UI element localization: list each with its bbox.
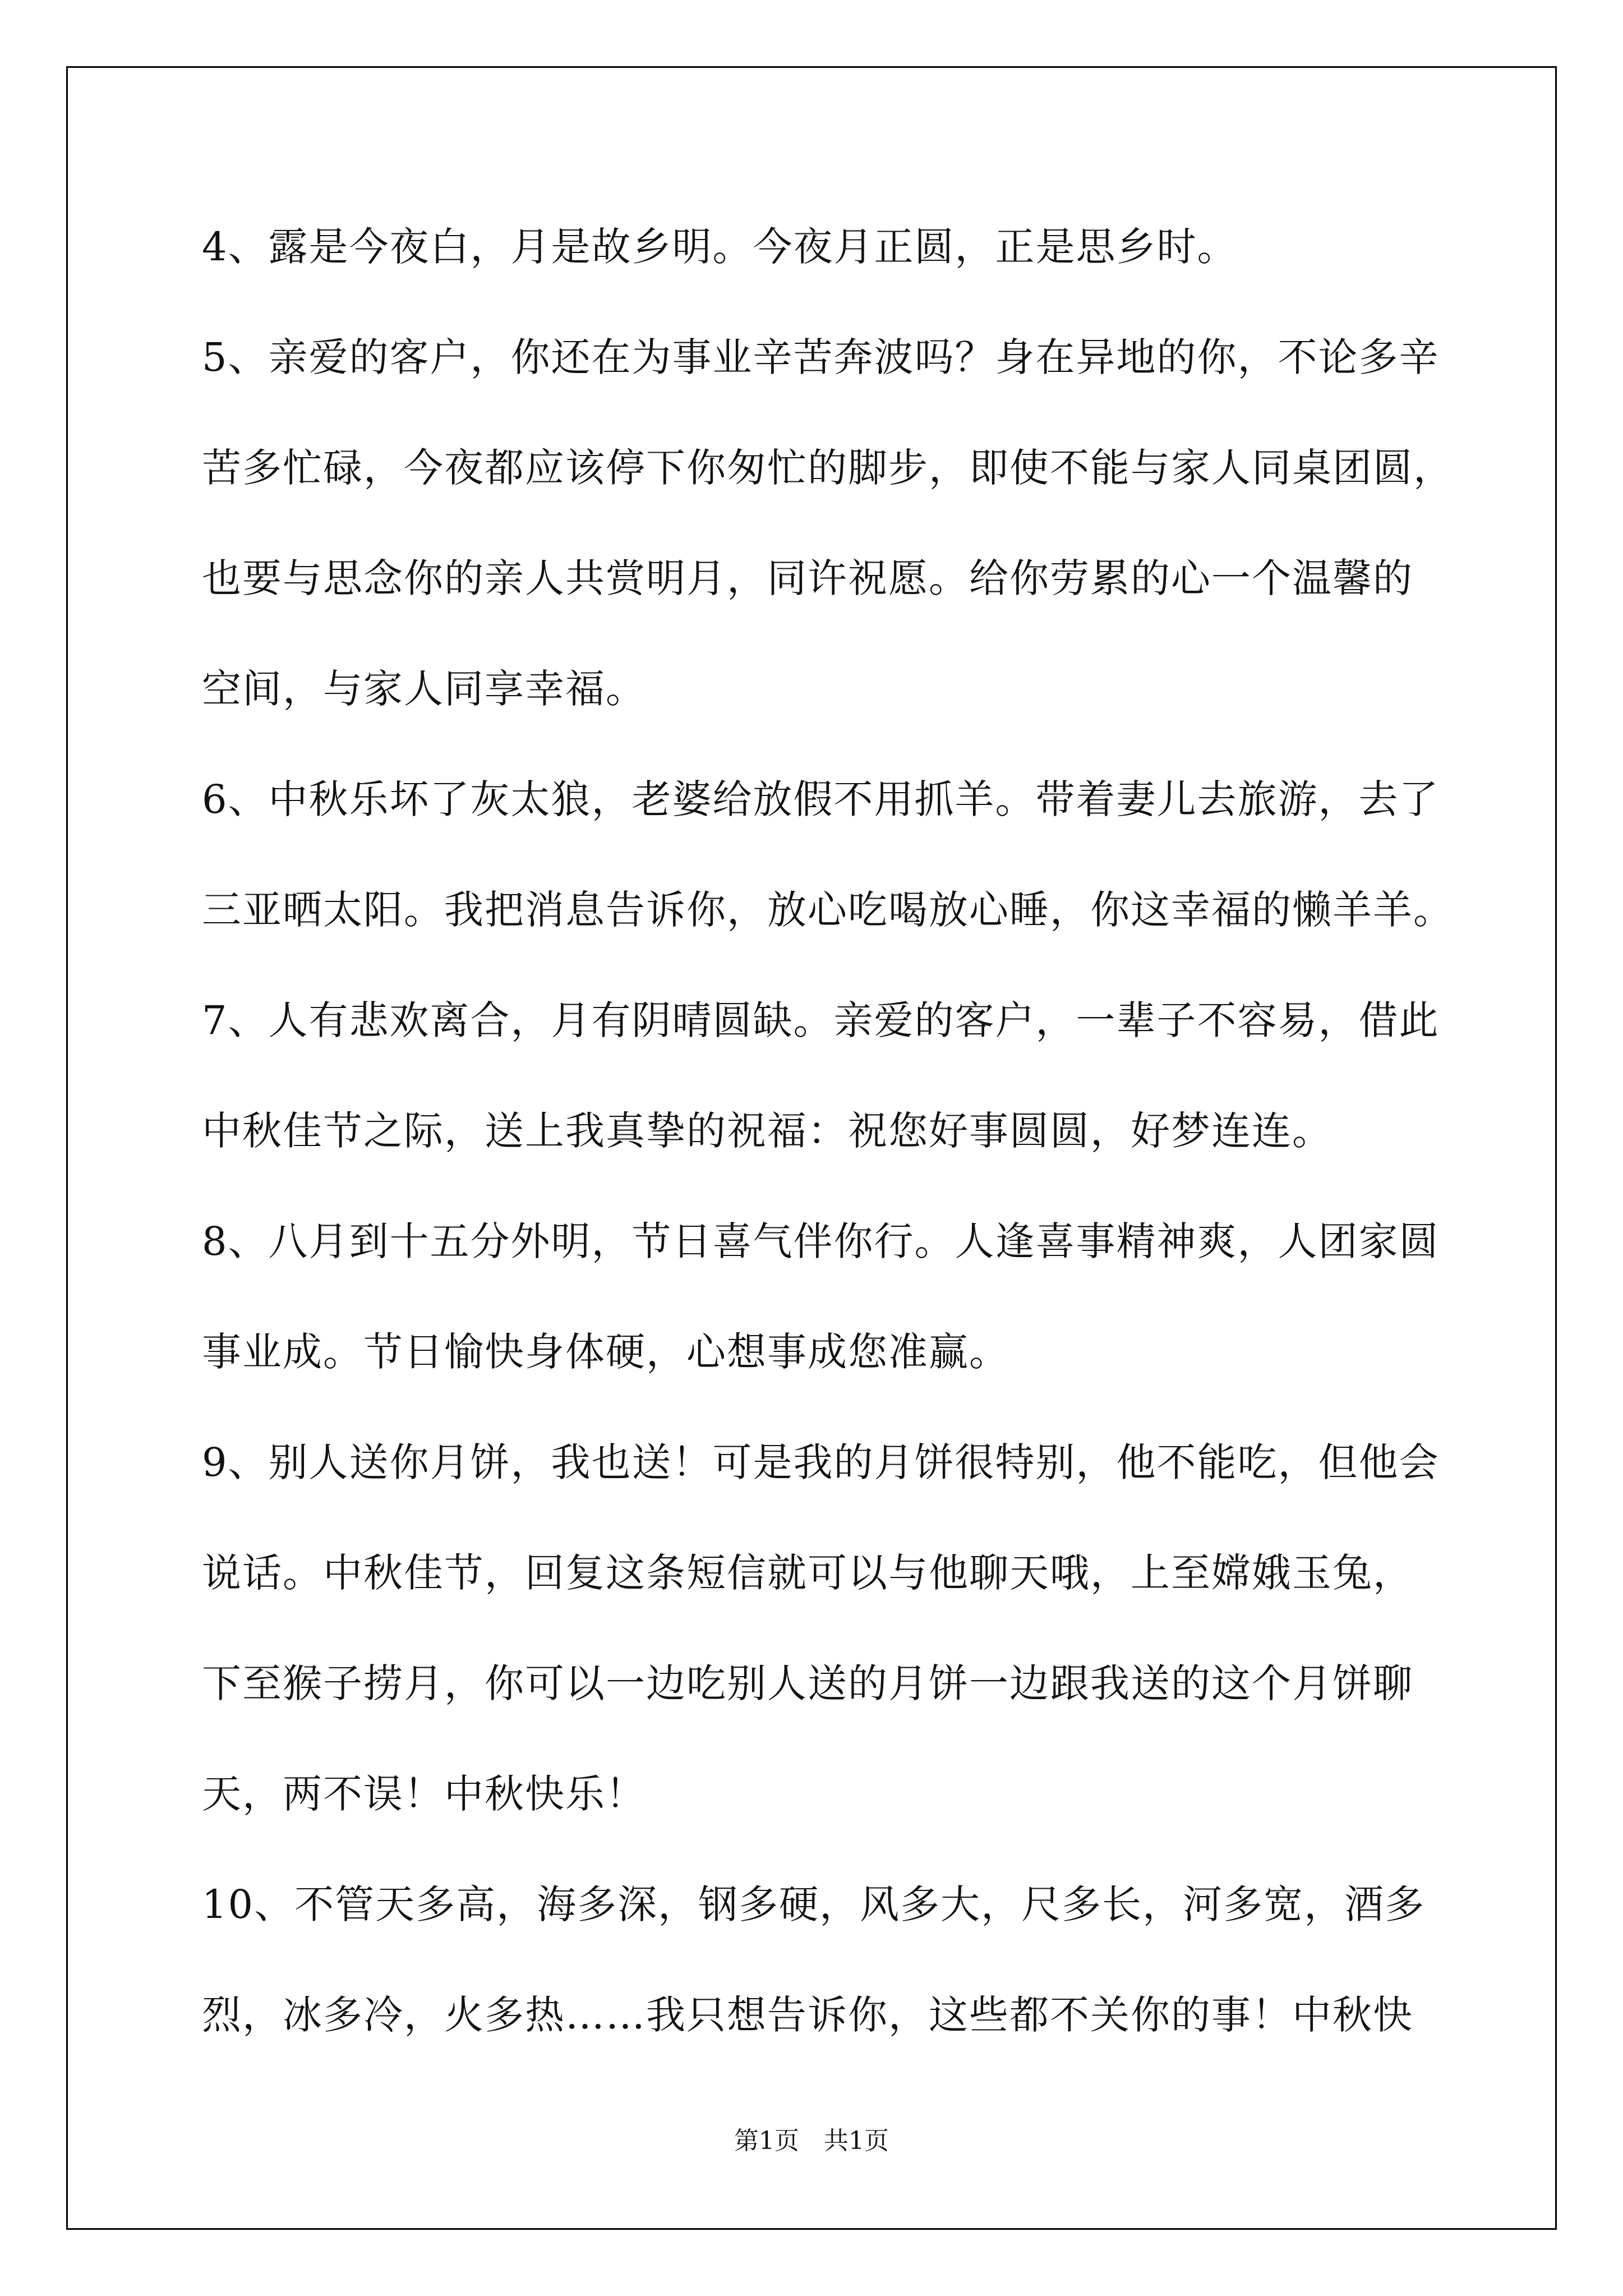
text-line: 也要与思念你的亲人共赏明月，同许祝愿。给你劳累的心一个温馨的 [202, 555, 1413, 601]
text-line: 说话。中秋佳节，回复这条短信就可以与他聊天哦，上至嫦娥玉兔， [202, 1550, 1413, 1596]
text-line: 中秋佳节之际，送上我真挚的祝福：祝您好事圆圆，好梦连连。 [202, 1108, 1332, 1154]
text-line: 10、不管天多高，海多深，钢多硬，风多大，尺多长，河多宽，酒多 [202, 1881, 1426, 1927]
text-line: 下至猴子捞月，你可以一边吃别人送的月饼一边跟我送的这个月饼聊 [202, 1660, 1413, 1706]
text-line: 8、八月到十五分外明，节日喜气伴你行。人逢喜事精神爽，人团家圆 [202, 1218, 1440, 1264]
text-line: 事业成。节日愉快身体硬，心想事成您准赢。 [202, 1329, 1009, 1375]
text-line: 6、中秋乐坏了灰太狼，老婆给放假不用抓羊。带着妻儿去旅游，去了 [202, 776, 1440, 822]
text-line: 9、别人送你月饼，我也送！可是我的月饼很特别，他不能吃，但他会 [202, 1439, 1440, 1485]
text-line: 烈，冰多冷，火多热……我只想告诉你，这些都不关你的事！中秋快 [202, 1992, 1413, 2038]
text-line: 空间，与家人同享幸福。 [202, 666, 646, 712]
text-line: 7、人有悲欢离合，月有阴晴圆缺。亲爱的客户，一辈子不容易，借此 [202, 997, 1440, 1043]
text-line: 天，两不误！中秋快乐！ [202, 1771, 646, 1817]
text-line: 苦多忙碌，今夜都应该停下你匆忙的脚步，即使不能与家人同桌团圆， [202, 445, 1454, 491]
page-number: 第1页 共1页 [734, 2127, 889, 2155]
text-line: 4、露是今夜白，月是故乡明。今夜月正圆，正是思乡时。 [202, 224, 1238, 270]
text-line: 三亚晒太阳。我把消息告诉你，放心吃喝放心睡，你这幸福的懒羊羊。 [202, 887, 1454, 933]
text-line: 5、亲爱的客户，你还在为事业辛苦奔波吗？身在异地的你，不论多辛 [202, 334, 1440, 380]
